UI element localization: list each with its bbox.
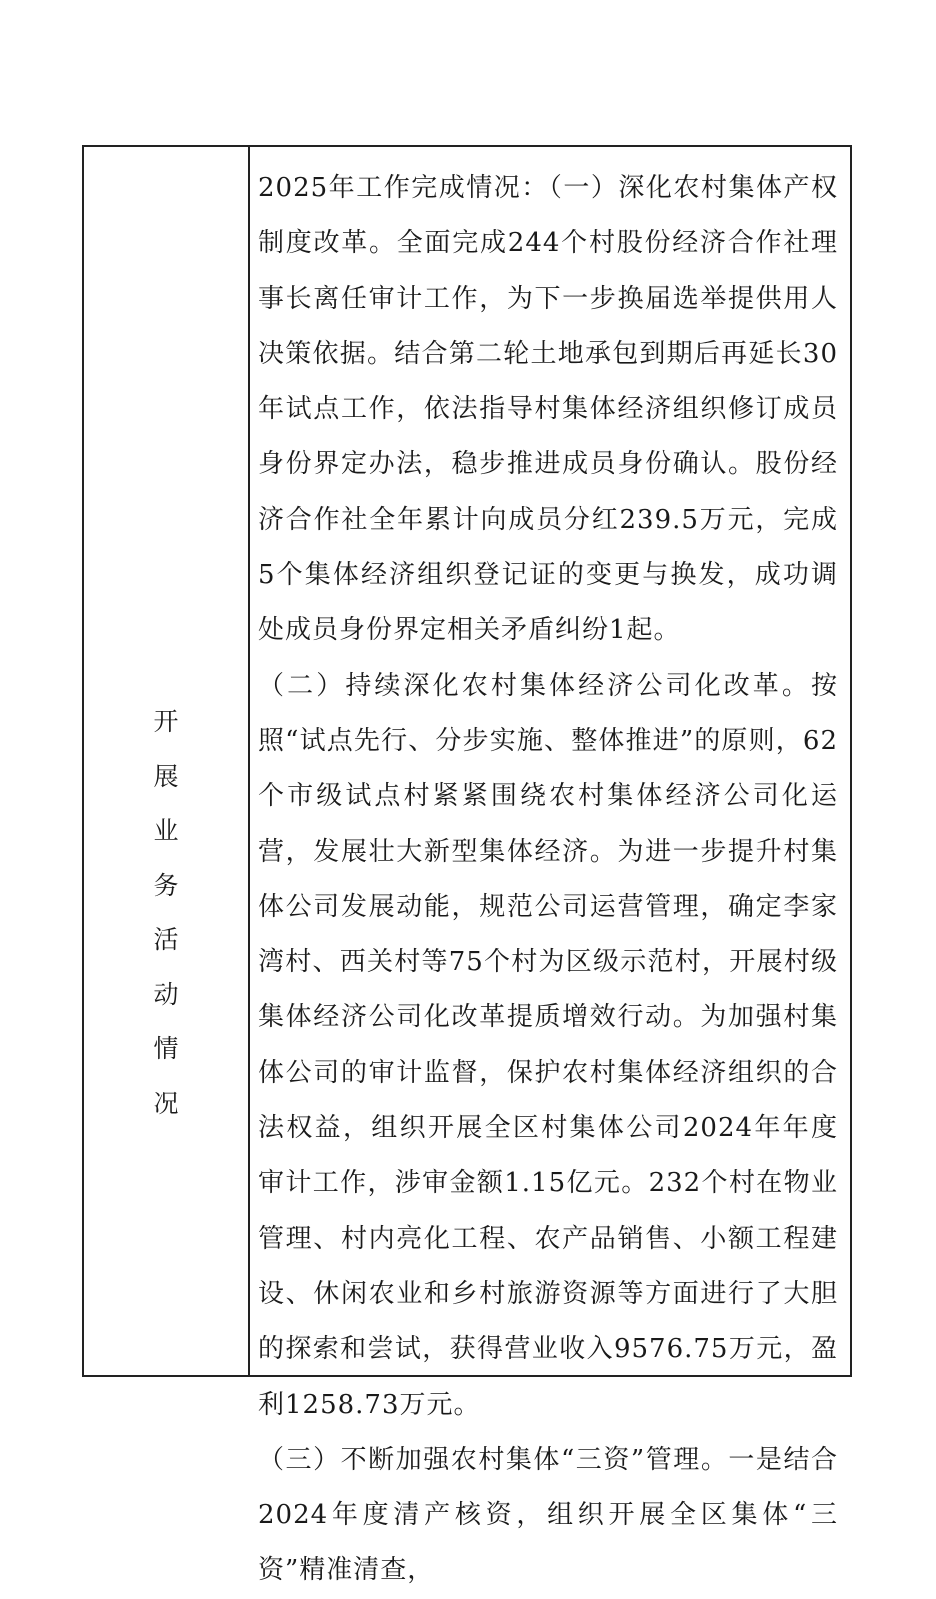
activity-table — [82, 145, 852, 1586]
label-char: 业 — [153, 816, 179, 845]
label-cell — [84, 147, 250, 1375]
label-char: 活 — [153, 925, 179, 954]
label-char: 况 — [153, 1088, 179, 1118]
label-char: 开 — [153, 707, 179, 736]
label-char: 展 — [153, 761, 179, 791]
label-char: 动 — [153, 979, 179, 1009]
label-char: 情 — [153, 1034, 179, 1063]
label-char: 务 — [153, 870, 179, 900]
content-cell — [250, 147, 850, 1586]
paragraph-asset-management: （三）不断加强农村集体“三资”管理。一是结合2024年度清产核资，组织开展全区集体“三资”精准清查， — [258, 1444, 838, 1586]
paragraph-company-reform: （二）持续深化农村集体经济公司化改革。按照“试点先行、分步实施、整体推进”的原则，62个市级试点村紧紧围绕农村集体经济公司化运营，发展壮大新型集体经济。为进一步提升村集体公司发展动能，规范公司运营管理，确定李家湾村、西关村等75个村为区级示范村，开展村级集体经济公司化改革提质增效行动。为加强村集体公司的审计监督，保护农村集体经济组织的合法权益，组织开展全区村集体公司2024年年度审计工作，涉审金额1.15亿元。232个村在物业管理、村内亮化工程、农产品销售、小额工程建设、休闲农业和乡村旅游资源等方面进行了大胆的探索和尝试，获得营业收入9576.75万元，盈利1258.73万元。 — [258, 670, 838, 1420]
section-label — [84, 695, 248, 1131]
paragraph-property-rights-reform: 2025年工作完成情况：（一）深化农村集体产权制度改革。全面完成244个村股份经济合作社理事长离任审计工作，为下一步换届选举提供用人决策依据。结合第二轮土地承包到期后再延长30年试点工作，依法指导村集体经济组织修订成员身份界定办法，稳步推进成员身份确认。股份经济合作社全年累计向成员分红239.5万元，完成5个集体经济组织登记证的变更与换发，成功调处成员身份界定相关矛盾纠纷1起。 — [258, 173, 838, 646]
